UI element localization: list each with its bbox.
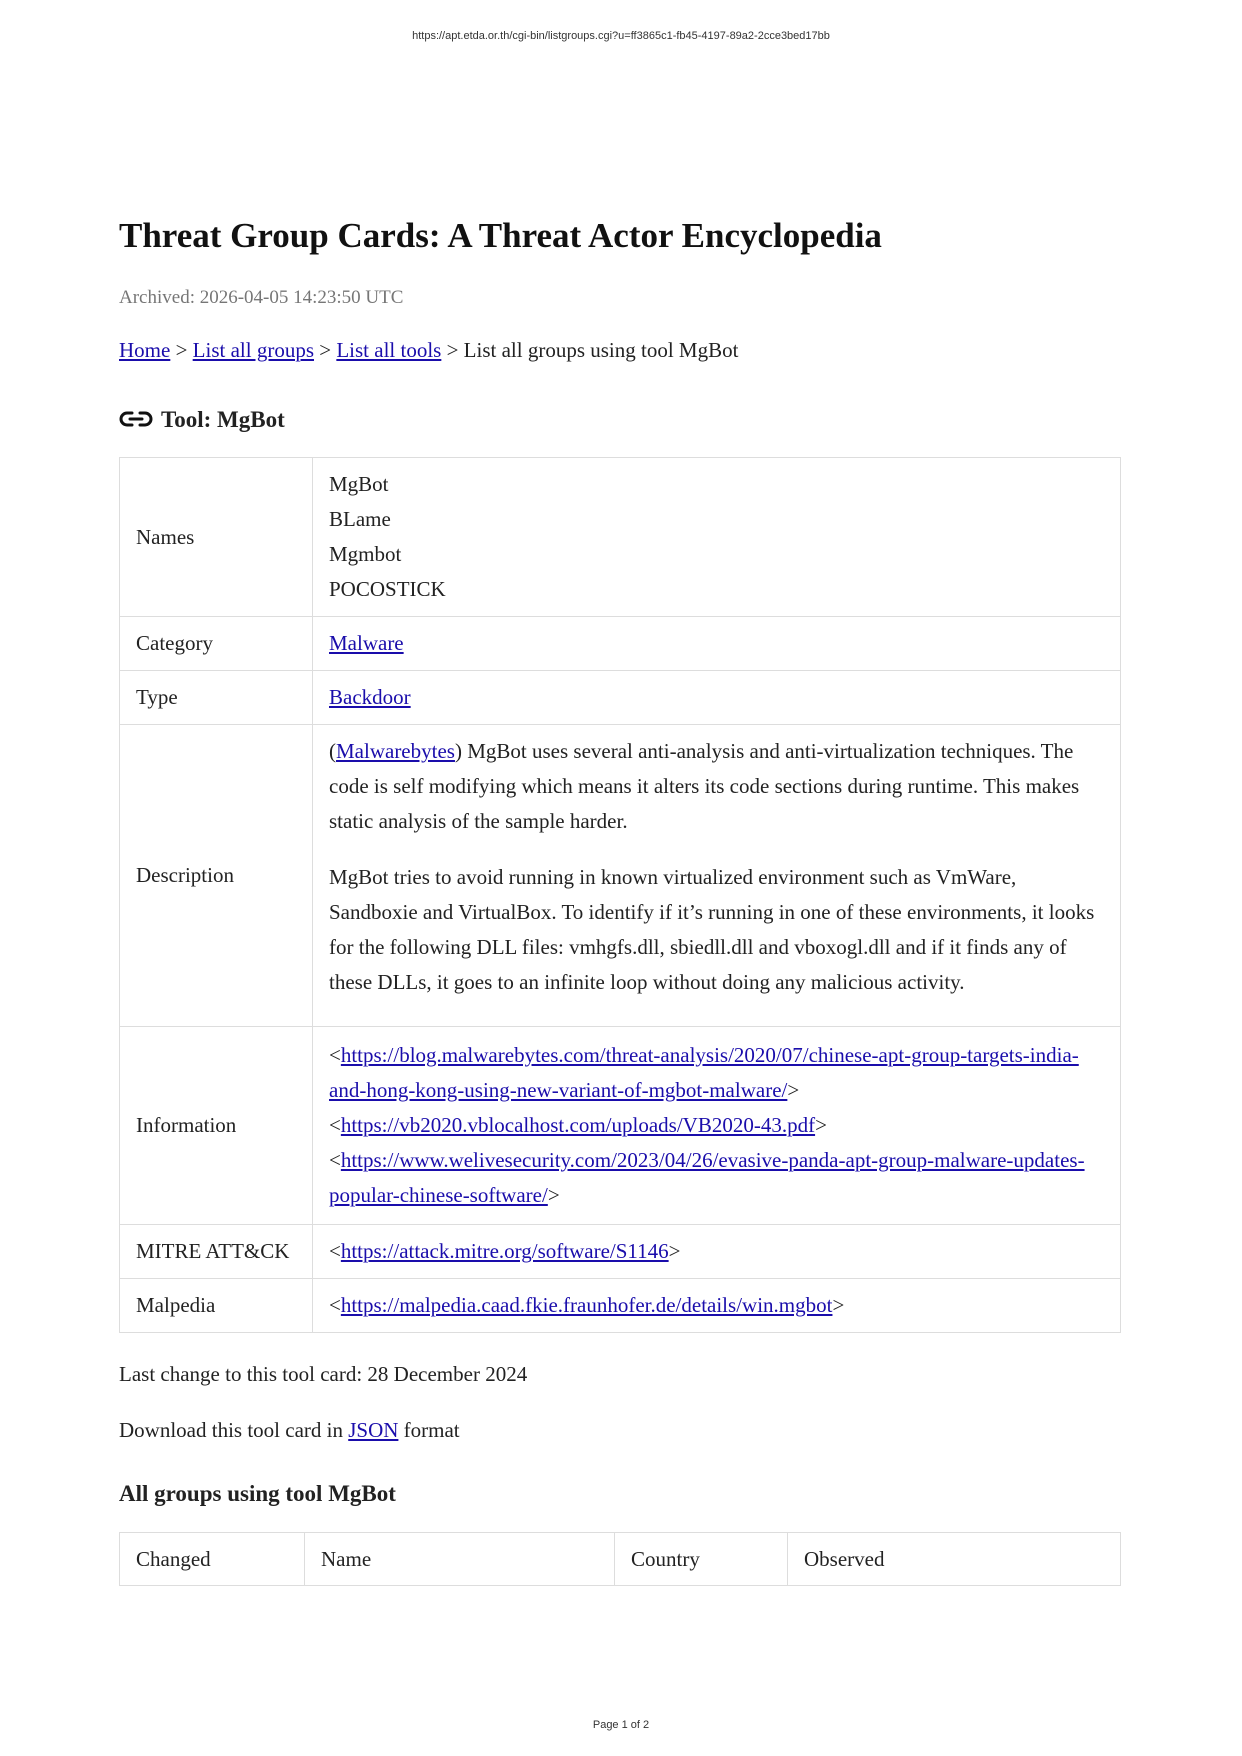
download-suffix: format <box>398 1418 460 1442</box>
malpedia-value <box>313 1279 1121 1333</box>
angle-open: < <box>329 1148 341 1172</box>
last-change-text: Last change to this tool card: 28 December 2024 <box>119 1362 528 1386</box>
paren-open: ( <box>329 739 336 763</box>
names-row <box>120 458 1121 617</box>
angle-close: > <box>787 1078 800 1102</box>
angle-close: > <box>547 1183 560 1207</box>
description-paragraph: MgBot tries to avoid running in known virtualized environment such as VmWare, Sandboxie and VirtualBox. To identify if it’s running in one of these environments, it looks for the following DLL files: vmhgfs.dll, sbiedll.dll and vboxogl.dll and if it finds any of these DLLs, it goes to an infinite loop without doing any malicious activity. <box>329 865 1095 994</box>
type-row <box>120 671 1121 725</box>
information-link[interactable]: https://blog.malwarebytes.com/threat-analysis/2020/07/chinese-apt-group-targets-india-and-hong-kong-using-new-variant-of-mgbot-malware/ <box>329 1043 1079 1102</box>
link-icon <box>119 409 153 429</box>
column-header-observed: Observed <box>788 1533 1121 1586</box>
mitre-link[interactable]: https://attack.mitre.org/software/S1146 <box>340 1239 669 1263</box>
names-value <box>313 458 1121 617</box>
category-link[interactable]: Malware <box>329 631 404 655</box>
print-url-header: https://apt.etda.or.th/cgi-bin/listgroups.cgi?u=ff3865c1-fb45-4197-89a2-2cce3bed17bb <box>412 30 830 42</box>
breadcrumb-groups-link[interactable]: List all groups <box>192 338 314 362</box>
name-item: POCOSTICK <box>329 577 446 601</box>
name-item: MgBot <box>329 472 389 496</box>
column-header-country: Country <box>615 1533 788 1586</box>
category-label: Category <box>120 617 313 671</box>
type-label: Type <box>120 671 313 725</box>
groups-table-header <box>120 1533 1121 1586</box>
name-item: Mgmbot <box>329 542 402 566</box>
description-paragraph <box>329 734 1104 839</box>
breadcrumb-separator: > <box>170 338 193 362</box>
information-label: Information <box>120 1027 313 1225</box>
malpedia-row <box>120 1279 1121 1333</box>
breadcrumb-separator: > <box>314 338 337 362</box>
type-value <box>313 671 1121 725</box>
groups-section-heading: All groups using tool MgBot <box>119 1481 396 1506</box>
information-item <box>329 1108 1104 1143</box>
archived-timestamp: Archived: 2026-04-05 14:23:50 UTC <box>119 287 404 308</box>
mitre-row <box>120 1225 1121 1279</box>
column-header-changed: Changed <box>120 1533 305 1586</box>
page-number: Page 1 of 2 <box>592 1719 650 1731</box>
tool-heading <box>119 405 1121 435</box>
malpedia-link[interactable]: https://malpedia.caad.fkie.fraunhofer.de/details/win.mgbot <box>340 1293 833 1317</box>
description-value <box>313 725 1121 1027</box>
download-prefix: Download this tool card in <box>119 1418 349 1442</box>
groups-table <box>119 1532 1121 1586</box>
angle-close: > <box>815 1113 827 1137</box>
json-download-link[interactable]: JSON <box>348 1418 399 1442</box>
information-item <box>329 1038 1104 1108</box>
description-row <box>120 725 1121 1027</box>
download-line <box>119 1415 1121 1445</box>
information-item <box>329 1143 1104 1213</box>
malpedia-label: Malpedia <box>120 1279 313 1333</box>
angle-close: > <box>668 1239 681 1263</box>
breadcrumb-current: > List all groups using tool MgBot <box>441 338 739 362</box>
name-item: BLame <box>329 507 391 531</box>
mitre-label: MITRE ATT&CK <box>120 1225 313 1279</box>
breadcrumb <box>119 335 1121 365</box>
mitre-value <box>313 1225 1121 1279</box>
angle-open: < <box>329 1293 341 1317</box>
angle-open: < <box>329 1043 341 1067</box>
names-label: Names <box>120 458 313 617</box>
page-title: Threat Group Cards: A Threat Actor Encyclopedia <box>119 216 882 255</box>
angle-open: < <box>329 1239 341 1263</box>
description-source-link[interactable]: Malwarebytes <box>336 739 455 763</box>
information-link[interactable]: https://vb2020.vblocalhost.com/uploads/VB2020-43.pdf <box>340 1113 816 1137</box>
information-row <box>120 1027 1121 1225</box>
information-link[interactable]: https://www.welivesecurity.com/2023/04/26/evasive-panda-apt-group-malware-updates-popular-chinese-software/ <box>329 1148 1085 1207</box>
angle-close: > <box>832 1293 845 1317</box>
column-header-name: Name <box>305 1533 615 1586</box>
description-text: ) MgBot uses several anti-analysis and anti-virtualization techniques. The code is self modifying which means it alters its code sections during runtime. This makes static analysis of the sample harder. <box>329 739 1080 833</box>
category-value <box>313 617 1121 671</box>
category-row <box>120 617 1121 671</box>
description-label: Description <box>120 725 313 1027</box>
type-link[interactable]: Backdoor <box>329 685 411 709</box>
breadcrumb-home-link[interactable]: Home <box>119 338 171 362</box>
breadcrumb-tools-link[interactable]: List all tools <box>336 338 442 362</box>
tool-heading-text: Tool: MgBot <box>161 407 285 432</box>
angle-open: < <box>329 1113 341 1137</box>
information-value <box>313 1027 1121 1225</box>
main-content <box>119 212 1121 1586</box>
tool-card-table <box>119 457 1121 1333</box>
